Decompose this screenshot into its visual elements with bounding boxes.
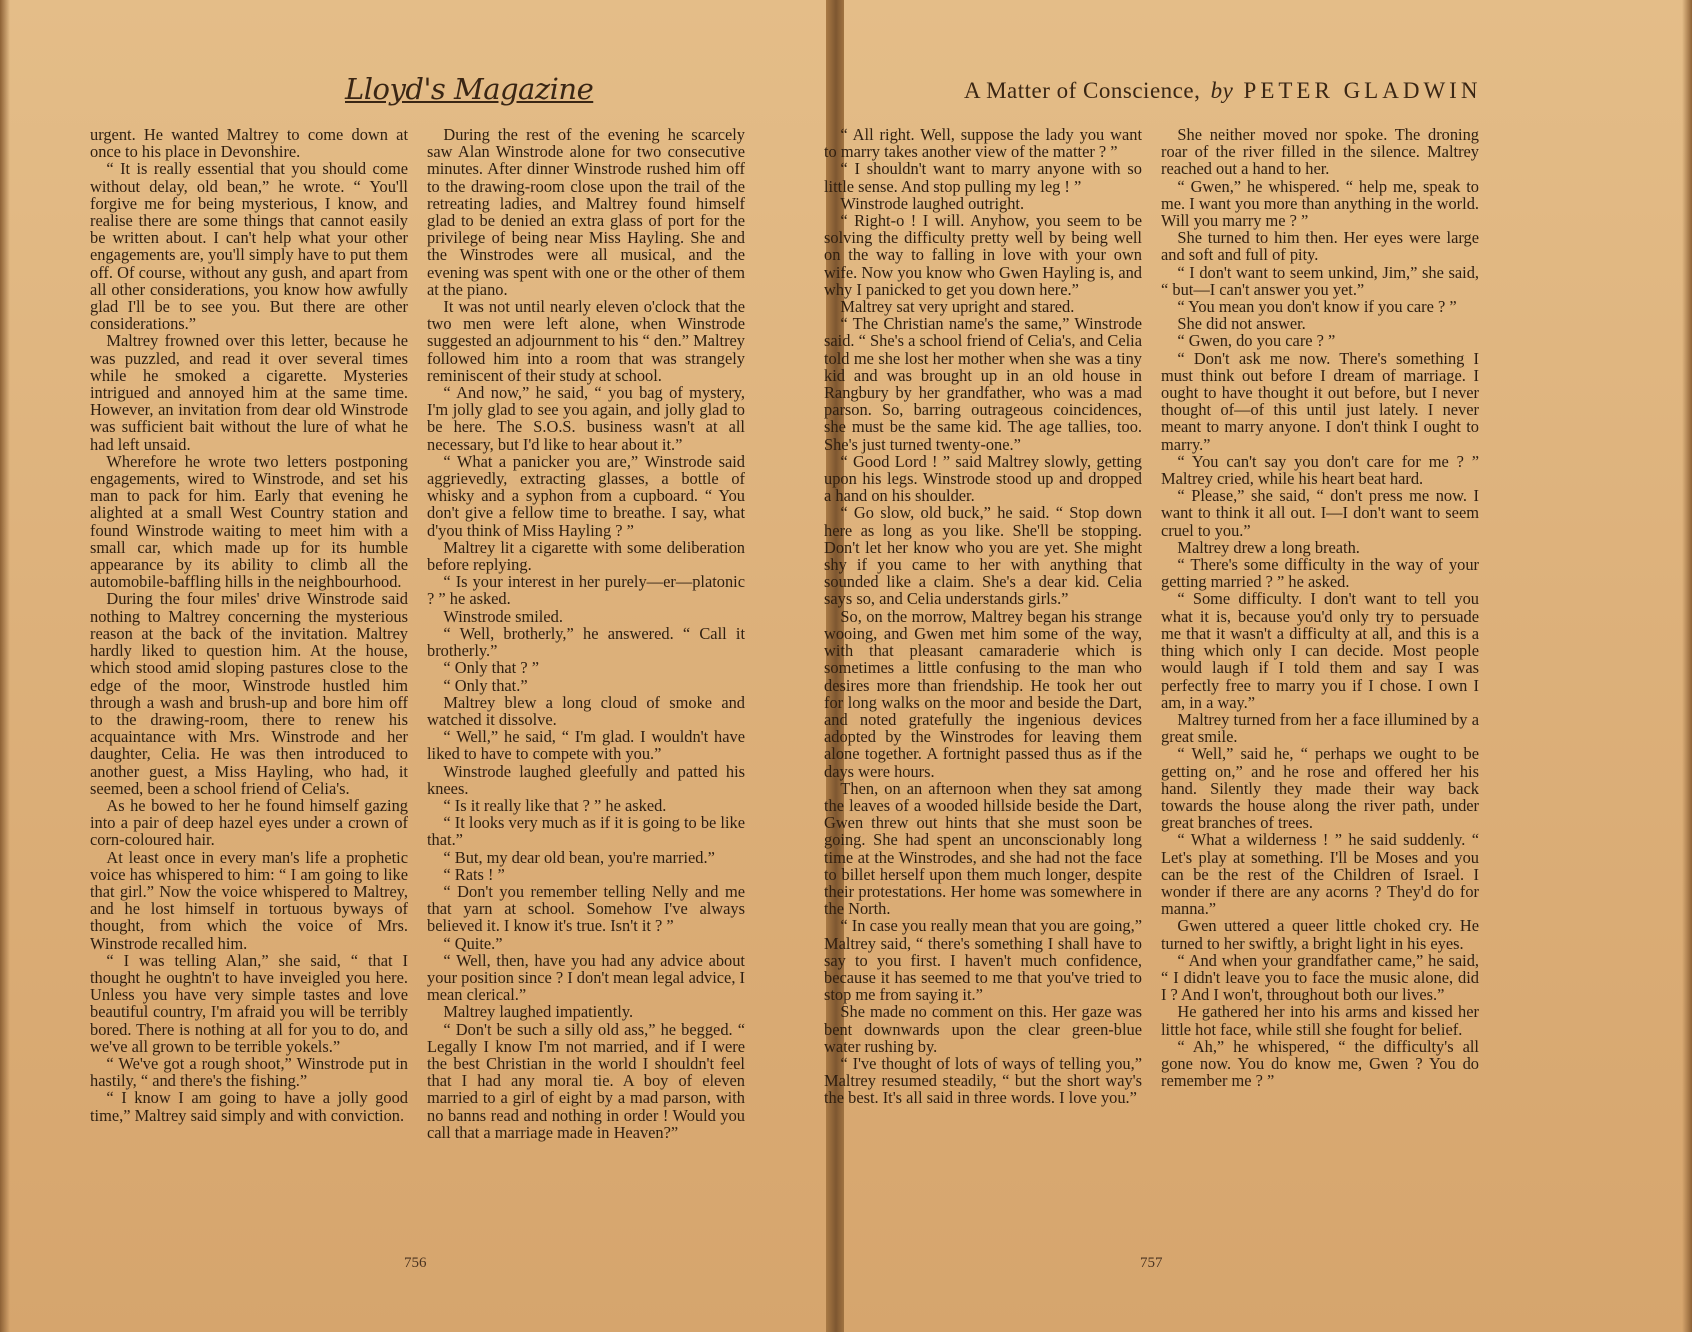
masthead-logo: Lloyd's Magazine [345,72,594,106]
paragraph: “ Rats ! ” [443,864,505,884]
paragraph: She neither moved nor spoke. The droning roar of the river filled in the silence. Maltrey reached out a hand to her. [1161,125,1479,179]
paragraph: “ Well, then, have you had any advice about your position since ? I don't mean legal advice, I mean clerical.” [427,950,745,1005]
paragraph: “ Is your interest in her purely—er—platonic ? ” he asked. [427,572,745,609]
paragraph: “ I shouldn't want to marry anyone with so little sense. And stop pulling my leg ! ” [824,159,1142,196]
paragraph: “ Only that ? ” [443,658,539,678]
paragraph: Maltrey laughed impatiently. [443,1002,634,1022]
paragraph: At least once in every man's life a prophetic voice has whispered to him: “ I am going to like that girl.” Now the voice whispered to Maltrey, and he lost himself in tortuous byways of thought, from which the voice of Mrs. Winstrode recalled him. [90,847,408,953]
paragraph: “ Don't ask me now. There's something I must think out before I dream of marriage. I ought to have thought it out before, but I never thought of—of this until just lately. I never meant to marry anyone. I don't think I ought to marry.” [1161,348,1479,454]
paragraph: “ Only that.” [443,675,528,695]
paragraph: “ Is it really like that ? ” he asked. [443,795,667,815]
byline-by: by [1210,78,1234,103]
paragraph: She turned to him then. Her eyes were large and soft and full of pity. [1161,228,1479,265]
paragraph: “ Well, brotherly,” he answered. “ Call it brotherly.” [427,623,745,661]
paragraph: “ Ah,” he whispered, “ the difficulty's all gone now. You do know me, Gwen ? You do remember me ? ” [1161,1036,1479,1091]
paragraph: “ There's some difficulty in the way of your getting married ? ” he asked. [1161,555,1479,592]
left-page [0,0,828,1332]
paragraph: So, on the morrow, Maltrey began his strange wooing, and Gwen met him some of the way, with that pleasant camaraderie which is sometimes a little confusing to the man who desires more than friendship. He took her out for long walks on the moor and beside the Dart, and noted gratefully the ingenious devices adopted by the Winstrodes for leaving them alone together. A fortnight passed thus as if the days were hours. [824,606,1142,781]
page-edge-shadow [1682,0,1692,1332]
paragraph: “ I don't want to seem unkind, Jim,” she said, “ but—I can't answer you yet.” [1161,262,1479,299]
paragraph: During the four miles' drive Winstrode said nothing to Maltrey concerning the mysterious reason at the back of the invitation. Maltrey hardly liked to question him. At the house, which stood amid sloping pastures close to the edge of the moor, Winstrode hustled him through a wash and brush-up and bore him off to the drawing-room, there to renew his acquaintance with Mrs. Winstrode and her daughter, Celia. He was then introduced to another guest, a Miss Hayling, who had, it seemed, been a school friend of Celia's. [90,589,408,798]
paragraph: “ I was telling Alan,” she said, “ that I thought he oughtn't to have inveigled you here. Unless you have very simple tastes and love beautiful country, I'm afraid you will be terribly bored. There is nothing at all for you to do, and we've all grown to be terrible yokels.” [90,950,408,1056]
paragraph: “ You mean you don't know if you care ? ” [1177,297,1457,317]
page-number: 757 [1140,1255,1163,1271]
right-page [824,0,1692,1332]
paragraph: “ Well,” said he, “ perhaps we ought to be getting on,” and he rose and offered her his hand. Silently they made their way back towards the house along the river path, under great branches of trees. [1161,744,1479,833]
paragraph: “ Well,” he said, “ I'm glad. I wouldn't have liked to have to compete with you.” [427,727,745,764]
paragraph: “ It is really essential that you should come without delay, old bean,” he wrote. “ You'll forgive me for being mysterious, I know, and realise there are some things that cannot easily be written about. I can't help what your other engagements are, you'll simply have to put them off. Of course, without any gush, and apart from all other considerations, you know how awfully glad I'll be to see you. But there are other considerations.” [90,159,408,334]
paragraph: She made no comment on this. Her gaze was bent downwards upon the clear green-blue water rushing by. [824,1002,1142,1056]
text-column-4 [1161,126,1479,1089]
paragraph: “ Some difficulty. I don't want to tell you what it is, because you'd only try to persuade me that it wasn't a difficulty at all, and this is a thing which only I can decide. Most people would laugh if I told them and say I was perfectly free to marry you if I chose. I own I am, in a way.” [1161,589,1479,712]
paragraph: “ The Christian name's the same,” Winstrode said. “ She's a school friend of Celia's, and Celia told me she lost her mother when she was a tiny kid and was brought up in an old house in Rangbury by her grandfather, who was a mad parson. So, barring outrageous coincidences, she must be the same kid. The age tallies, too. She's just turned twenty-one.” [824,314,1142,454]
paragraph: During the rest of the evening he scarcely saw Alan Winstrode alone for two consecutive minutes. After dinner Winstrode rushed him off to the drawing-room close upon the trail of the retreating ladies, and Maltrey found himself glad to be denied an extra glass of port for the privilege of being near Miss Hayling. She and the Winstrodes were all musical, and the evening was spent with one or the other of them at the piano. [427,125,745,299]
paragraph: Winstrode smiled. [443,606,563,626]
paragraph: Maltrey lit a cigarette with some deliberation before replying. [427,537,745,575]
paragraph: “ And now,” he said, “ you bag of mystery, I'm jolly glad to see you again, and jolly glad to be here. The S.O.S. business wasn't at all necessary, but I'd like to hear about it.” [427,383,745,454]
paragraph: “ What a panicker you are,” Winstrode said aggrievedly, extracting glasses, a bottle of whisky and a syphon from a cupboard. “ You don't give a fellow time to breathe. I say, what d'you think of Miss Hayling ? ” [427,451,745,540]
running-head [964,78,1481,104]
page-edge-shadow [0,0,10,1332]
text-column-2 [427,126,745,1141]
paragraph: Winstrode laughed outright. [840,193,1025,213]
paragraph: Maltrey blew a long cloud of smoke and watched it dissolve. [427,692,745,729]
author-name: PETER GLADWIN [1243,78,1482,103]
paragraph: “ But, my dear old bean, you're married.” [443,847,715,867]
paragraph: Winstrode laughed gleefully and patted his knees. [427,761,745,798]
paragraph: “ It looks very much as if it is going to be like that.” [427,813,745,850]
paragraph: “ What a wilderness ! ” he said suddenly. “ Let's play at something. I'll be Moses and you can be the rest of the Children of Israel. I wonder if there are any acorns ? They'd do for manna.” [1161,830,1479,919]
paragraph: “ Don't be such a silly old ass,” he begged. “ Legally I know I'm not married, and if I were the best Christian in the world I shouldn't feel that I had any moral tie. A boy of eleven married to a girl of eight by a mad parson, with no banns read and nothing in order ! Would you call that a marriage made in Heaven?” [427,1019,745,1142]
paragraph: “ In case you really mean that you are going,” Maltrey said, “ there's something I shall have to say to you first. I haven't much confidence, because it has seemed to me that you've tried to stop me from saying it.” [824,916,1142,1005]
paragraph: “ Don't you remember telling Nelly and me that yarn at school. Somehow I've always believed it. I know it's true. Isn't it ? ” [427,881,745,936]
paragraph: He gathered her into his arms and kissed her little hot face, while still she fought for belief. [1161,1002,1479,1039]
paragraph: “ I know I am going to have a jolly good time,” Maltrey said simply and with conviction. [90,1088,408,1125]
text-column-1 [90,126,408,1124]
paragraph: Maltrey frowned over this letter, because he was puzzled, and read it over several times while he smoked a cigarette. Mysteries intrigued and annoyed him at the same time. However, an invitation from dear old Winstrode was sufficient bait without the lure of what he had left unsaid. [90,331,408,454]
paragraph: Maltrey sat very upright and stared. [840,297,1075,317]
paragraph: Gwen uttered a queer little choked cry. He turned to her swiftly, a bright light in his eyes. [1161,916,1479,953]
article-title: A Matter of Conscience, [964,78,1201,103]
paragraph: Maltrey turned from her a face illumined by a great smile. [1161,709,1479,747]
paragraph: Then, on an afternoon when they sat among the leaves of a wooded hillside beside the Dart, Gwen threw out hints that she must soon be going. She had spent an unconscionably long time at the Winstrodes, and she had not the face to billet herself upon them much longer, despite their protestations. Her home was somewhere in the North. [824,778,1142,919]
paragraph: “ We've got a rough shoot,” Winstrode put in hastily, “ and there's the fishing.” [90,1053,408,1091]
paragraph: “ You can't say you don't care for me ? ” Maltrey cried, while his heart beat hard. [1161,451,1479,489]
paragraph: “ Gwen, do you care ? ” [1177,331,1336,351]
paragraph: urgent. He wanted Maltrey to come down at once to his place in Devonshire. [90,125,408,162]
paragraph: “ Right-o ! I will. Anyhow, you seem to be solving the difficulty pretty well by being well on the way to falling in love with your own wife. Now you know who Gwen Hayling is, and why I panicked to get you down here.” [824,211,1142,299]
paragraph: Maltrey drew a long breath. [1177,537,1360,557]
paragraph: “ Go slow, old buck,” he said. “ Stop down here as long as you like. She'll be stopping. Don't let her know who you are yet. She might shy if you came to her with anything that sounded like a claim. She's a dear kid. Celia says so, and Celia understands girls.” [824,503,1142,609]
paragraph: “ Quite.” [443,933,503,953]
paragraph: “ I've thought of lots of ways of telling you,” Maltrey resumed steadily, “ but the short way's the best. It's all said in three words. I love you.” [824,1053,1142,1108]
page-number: 756 [404,1255,427,1271]
text-column-3 [824,126,1142,1107]
paragraph: As he bowed to her he found himself gazing into a pair of deep hazel eyes under a crown of corn-coloured hair. [90,795,408,850]
paragraph: It was not until nearly eleven o'clock that the two men were left alone, when Winstrode suggested an adjournment to his “ den.” Maltrey followed him into a room that was strangely reminiscent of their study at school. [427,297,745,385]
paragraph: “ All right. Well, suppose the lady you want to marry takes another view of the matter ? ” [824,125,1142,162]
paragraph: “ And when your grandfather came,” he said, “ I didn't leave you to face the music alone, did I ? And I won't, throughout both our lives.” [1161,950,1479,1005]
paragraph: She did not answer. [1177,314,1306,334]
paragraph: “ Gwen,” he whispered. “ help me, speak to me. I want you more than anything in the world. Will you marry me ? ” [1161,176,1479,231]
paragraph: Wherefore he wrote two letters postponing engagements, wired to Winstrode, and set his man to pack for him. Early that evening he alighted at a small West Country station and found Winstrode waiting to meet him with a small car, which made up for its humble appearance by its ability to climb all the automobile-baffling hills in the neighbourhood. [90,451,408,592]
paragraph: “ Good Lord ! ” said Maltrey slowly, getting upon his legs. Winstrode stood up and dropped a hand on his shoulder. [824,451,1142,506]
paragraph: “ Please,” she said, “ don't press me now. I want to think it all out. I—I don't want to seem cruel to you.” [1161,486,1479,540]
